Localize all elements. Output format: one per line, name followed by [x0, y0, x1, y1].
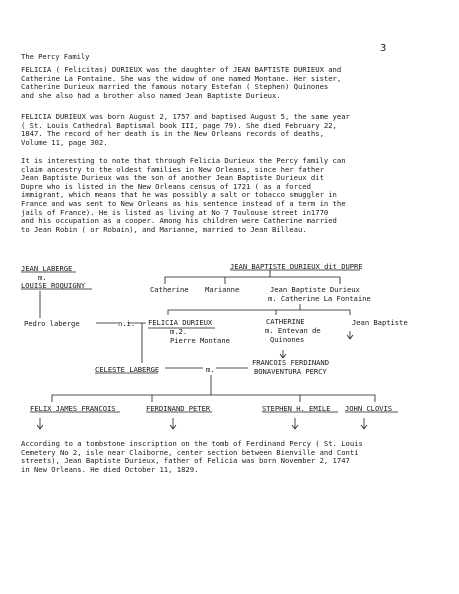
paragraph-line: Catherine La Fontaine. She was the widow of one named Montane. Her sister,	[21, 73, 342, 83]
tree-celeste-laberge: CELESTE LABERGE	[95, 365, 160, 374]
paragraph-line: jails of France). He is listed as living at No 7 Toulouse street in1770	[21, 207, 329, 217]
paragraph-line: Cemetery No 2, isle near Claiborne, center section between Bienville and Conti	[21, 447, 359, 457]
paragraph-line: FELICIA ( Felicitas) DURIEUX was the daughter of JEAN BAPTISTE DURIEUX and	[21, 65, 342, 74]
paragraph-line: and she also had a brother also named Jean Baptiste Durieux.	[21, 90, 281, 100]
tree-jb-durieux-marriage: m. Catherine La Fontaine	[268, 294, 371, 303]
tree-jb-durieux: Jean Baptiste Durieux	[270, 285, 360, 294]
tree-ferdinand-peter: FERDINAND PETER	[146, 404, 211, 413]
paragraph-line: France and was sent to New Orleans as his sentence instead of a term in the	[21, 198, 346, 208]
paragraph-line: Dupre who is listed in the New Orleans census of 1721 ( as a forced	[21, 181, 311, 191]
tree-jean-laberge: JEAN LABERGE	[21, 264, 73, 273]
tree-louise-roquigny: LOUISE ROQUIGNY	[21, 281, 86, 290]
tree-n-i: n.i.	[118, 319, 136, 328]
tree-catherine-upper: CATHERINE	[266, 317, 305, 326]
page-number: 3	[380, 43, 387, 54]
section-heading: The Percy Family	[21, 52, 90, 61]
paragraph-line: Catherine Durieux married the famous notary Estefan ( Stephen) Quinones	[21, 82, 329, 92]
tree-catherine-marriage: m. Entevan de	[265, 326, 321, 335]
tree-pedro-laberge: Pedro laberge	[24, 319, 80, 328]
paragraph-line: ( St. Louis Cathedral Baptismal book III, page 79). She died February 22,	[21, 120, 337, 130]
tree-felicia-marriage-2: m.2.	[170, 327, 188, 336]
paragraph-line: Volume 11, page 302.	[21, 137, 108, 147]
tree-catherine: Catherine	[150, 285, 189, 294]
paragraph-line: Jean Baptiste Durieux was the son of another Jean Baptiste Durieux dit	[21, 173, 324, 183]
paragraph-4	[21, 440, 441, 474]
tree-stephen-emile: STEPHEN H. EMILE	[262, 404, 331, 413]
paragraph-line: 1847. The record of her death is in the New Orleans records of deaths,	[21, 129, 324, 139]
paragraph-line: immigrant, which means that he was possibly a salt or tobacco smuggler in	[21, 190, 337, 200]
tree-francois-ferdinand: FRANCOIS FERDINAND	[252, 358, 329, 367]
paragraph-line: It is interesting to note that through Felicia Durieux the Percy family can	[21, 156, 346, 165]
tree-marianne: Marianne	[205, 285, 240, 294]
paragraph-line: to Jean Robin ( or Robain), and Marianne, married to Jean Billeau.	[21, 224, 307, 234]
tree-jb-durieux-dupre: JEAN BAPTISTE DURIEUX dit DUPRE	[230, 262, 363, 271]
paragraph-line: According to a tombstone inscription on the tomb of Ferdinand Percy ( St. Louis	[21, 439, 363, 448]
paragraph-line: FELICIA DURIEUX was born August 2, 1757 and baptised August 5, the same year	[21, 112, 350, 121]
paragraph-line: claim ancestry to the oldest families in New Orleans, since her father	[21, 164, 324, 174]
tree-jean-baptiste: Jean Baptiste	[352, 318, 408, 327]
tree-marriage-3: m.	[206, 365, 215, 374]
tree-bonaventura-percy: BONAVENTURA PERCY	[254, 367, 327, 376]
paragraph-line: and his occupation as a cooper. Among his children were Catherine married	[21, 216, 337, 226]
paragraph-line: streets), Jean Baptiste Durieux, father of Felicia was born November 2, 1747	[21, 456, 350, 466]
tree-quinones: Quinones	[270, 335, 305, 344]
tree-pierre-montane: Pierre Montane	[170, 336, 230, 345]
paragraph-line: in New Orleans. He died October 11, 1829.	[21, 464, 199, 474]
tree-marriage-1: m.	[38, 273, 47, 282]
tree-felix-james-francois: FELIX JAMES FRANCOIS	[30, 404, 116, 413]
tree-john-clovis: JOHN CLOVIS	[345, 404, 393, 413]
tree-felicia-durieux: FELICIA DURIEUX	[148, 318, 213, 327]
